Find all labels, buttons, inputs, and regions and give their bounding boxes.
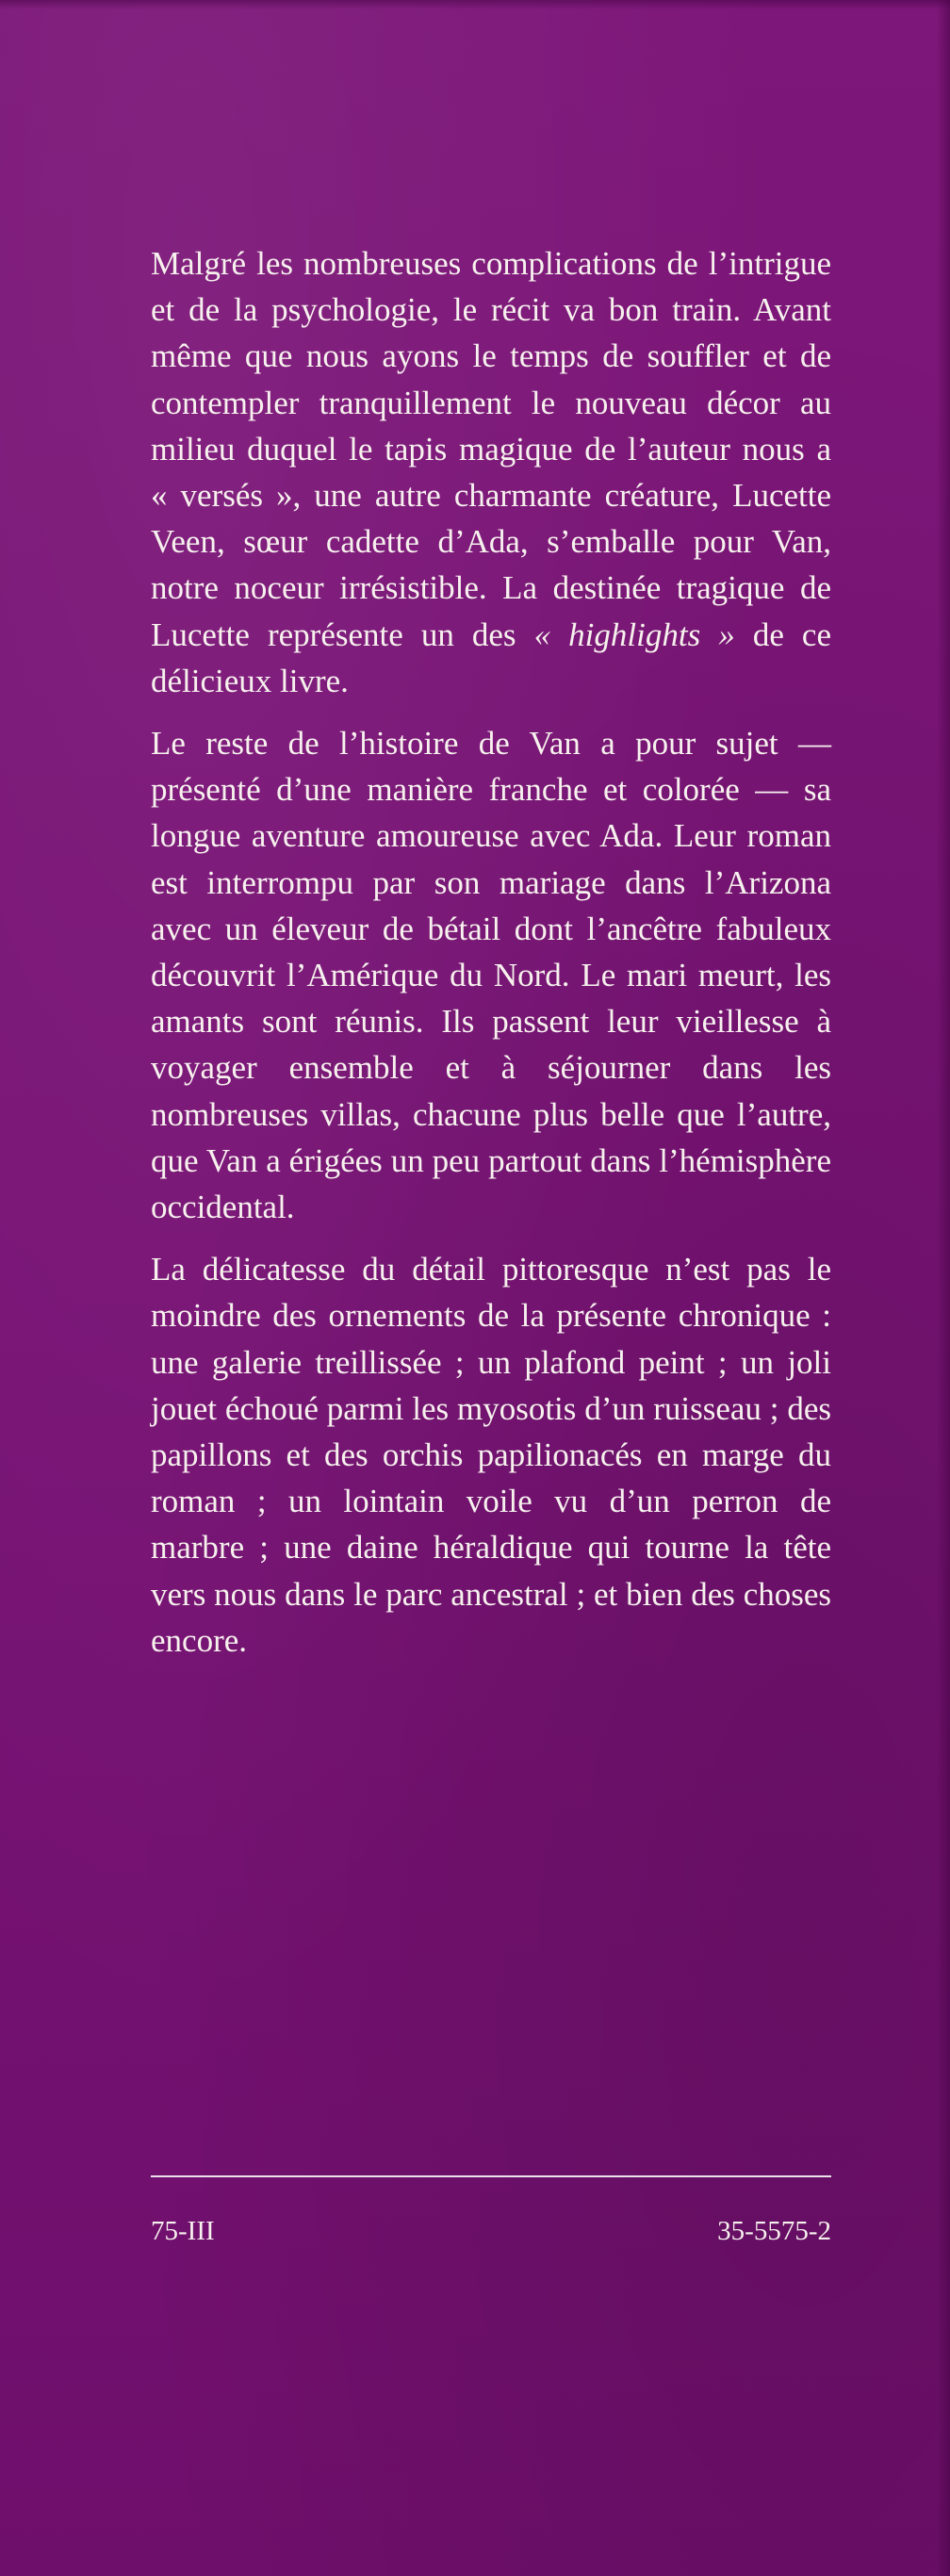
blurb-paragraph-2: Le reste de l’histoire de Van a pour sujet — présenté d’une manière franche et colorée — sa longue aventure amoureuse avec Ada. Leur roman est interrompu par son mariage dans l’Arizona avec un éleveur de bétail dont l’ancêtre fabuleux découvrit l’Amérique du Nord. Le mari meurt, les amants sont réunis. Ils passent leur vieillesse à voyager ensemble et à séjourner dans les nombreuses villas, chacune plus belle que l’autre, que Van a érigées un peu partout dans l’hémisphère occidental. — [151, 725, 831, 1226]
catalog-code: 75-III — [151, 2216, 215, 2246]
footer-divider — [151, 2175, 831, 2177]
blurb-text — [151, 240, 831, 1680]
blurb-paragraph-1-start: Malgré les nombreuses complications de l’intrigue et de la psychologie, le récit va bon train. Avant même que nous ayons le temps de souffler et de contempler tranquillement le nouveau décor au milieu duquel le tapis magique de l’auteur nous a « versés », une autre charmante créature, Lucette Veen, sœur cadette d’Ada, s’emballe pour Van, notre noceur irrésistible. La destinée tragique de Lucette représente un des — [151, 245, 831, 653]
top-edge-shadow — [0, 0, 950, 9]
right-edge-shadow — [937, 0, 950, 2576]
highlights-quote: « highlights » — [533, 615, 735, 653]
blurb-paragraph-3: La délicatesse du détail pittoresque n’est pas le moindre des ornements de la présente chronique : une galerie treillissée ; un plafond peint ; un joli jouet échoué parmi les myosotis d’un ruisseau ; des papillons et des orchis papilionacés en marge du roman ; un lointain voile vu d’un perron de marbre ; une daine héraldique qui tourne la tête vers nous dans le parc ancestral ; et bien des choses encore. — [151, 1251, 831, 1659]
blurb-paragraph-1-end: de ce délicieux livre. — [151, 615, 831, 699]
isbn-code: 35-5575-2 — [717, 2216, 831, 2246]
blurb-paragraph-1 — [151, 240, 831, 704]
